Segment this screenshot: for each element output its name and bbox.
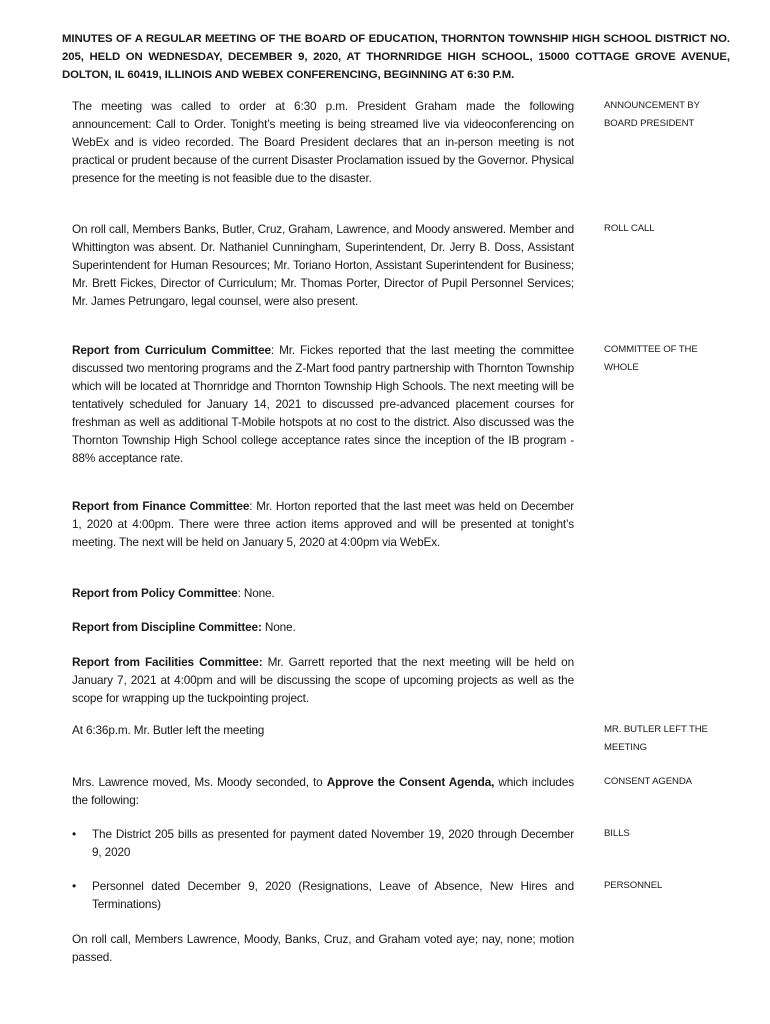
section-bills	[72, 825, 732, 861]
consent-bold: Approve the Consent Agenda,	[326, 775, 495, 789]
consent-text-after: which includes the following:	[72, 775, 574, 807]
curriculum-heading: Report from Curriculum Committee	[72, 343, 271, 357]
policy-text: : None.	[237, 586, 275, 600]
personnel-list-item	[72, 877, 574, 913]
margin-note-committee: COMMITTEE OF THE WHOLE	[604, 344, 698, 373]
bills-text: The District 205 bills as presented for payment dated November 19, 2020 through December 9, 2020	[92, 827, 574, 859]
curriculum-paragraph	[72, 341, 574, 467]
document-title: MINUTES OF A REGULAR MEETING OF THE BOARD OF EDUCATION, THORNTON TOWNSHIP HIGH SCHOOL DISTRICT NO. 205, HELD ON WEDNESDAY, DECEMBER 9, 2020, AT THORNRIDGE HIGH SCHOOL, 15000 COTTAGE GROVE AVENUE, DOLTON, IL 60419, ILLINOIS AND WEBEX CONFERENCING, BEGINNING AT 6:30 P.M.	[62, 33, 730, 81]
margin-note-announcement: ANNOUNCEMENT BY BOARD PRESIDENT	[604, 100, 700, 129]
margin-note-personnel: PERSONNEL	[604, 880, 663, 891]
finance-text: : Mr. Horton reported that the last meet was held on December 1, 2020 at 4:00pm. There were three action items approved and will be presented at tonight’s meeting. The next will be held on January 5, 2020 at 4:00pm via WebEx.	[72, 499, 575, 549]
margin-note-butler-left: MR. BUTLER LEFT THE MEETING	[604, 724, 708, 753]
discipline-text: None.	[261, 620, 296, 634]
discipline-paragraph	[72, 618, 574, 636]
margin-note-bills: BILLS	[604, 828, 630, 839]
margin-note-consent-agenda: CONSENT AGENDA	[604, 776, 692, 787]
margin-note-roll-call: ROLL CALL	[604, 223, 655, 234]
butler-left-text: At 6:36p.m. Mr. Butler left the meeting	[72, 723, 265, 737]
finance-heading: Report from Finance Committee	[72, 499, 250, 513]
facilities-paragraph	[72, 653, 574, 707]
personnel-text: Personnel dated December 9, 2020 (Resignations, Leave of Absence, New Hires and Terminations)	[92, 879, 574, 911]
policy-heading: Report from Policy Committee	[72, 586, 238, 600]
vote-text: On roll call, Members Lawrence, Moody, Banks, Cruz, and Graham voted aye; nay, none; motion passed.	[72, 932, 574, 964]
policy-paragraph	[72, 584, 574, 602]
bullet-icon: •	[72, 827, 77, 841]
roll-call-text: On roll call, Members Banks, Butler, Cruz, Graham, Lawrence, and Moody answered. Member and Whittington was absent. Dr. Nathaniel Cunningham, Superintendent, Dr. Jerry B. Doss, Assistant Superintendent for Human Resources; Mr. Toriano Horton, Assistant Superintendent for Business; Mr. Brett Fickes, Director of Curriculum; Mr. Thomas Porter, Director of Pupil Personnel Services; Mr. James Petrungaro, legal counsel, were also present.	[72, 222, 574, 308]
bills-list-item	[72, 825, 574, 861]
facilities-text: Mr. Garrett reported that the next meeting will be held on January 7, 2021 at 4:00pm and will be discussing the scope of upcoming projects as well as the scope for wrapping up the tuckpointing project.	[72, 655, 574, 705]
announcement-text: The meeting was called to order at 6:30 p.m. President Graham made the following announcement: Call to Order. Tonight’s meeting is being streamed live via videoconferencing on WebEx and is video recorded. The Board President declares that an in-person meeting is not practical or prudent because of the current Disaster Proclamation issued by the Governor. Physical presence for the meeting is not feasible due to the disaster.	[72, 99, 574, 185]
finance-paragraph	[72, 497, 574, 551]
bullet-icon: •	[72, 879, 77, 893]
discipline-heading: Report from Discipline Committee:	[72, 620, 262, 634]
consent-paragraph	[72, 773, 574, 809]
facilities-heading: Report from Facilities Committee:	[72, 655, 263, 669]
section-personnel	[72, 877, 732, 913]
curriculum-text: : Mr. Fickes reported that the last meeting the committee discussed two mentoring programs and the Z-Mart food pantry partnership with Thornton Township which will be located at Thornridge and Thornton Township High Schools. The next meeting will be tentatively scheduled for January 14, 2021 to discussed pre-advanced placement courses for freshman as well as additional T-Mobile hotspots at no cost to the district. Also discussed was the Thornton Township High School college acceptance rates since the inception of the IB program - 88% acceptance rate.	[72, 343, 574, 465]
consent-text-before: Mrs. Lawrence moved, Ms. Moody seconded, to	[72, 775, 327, 789]
